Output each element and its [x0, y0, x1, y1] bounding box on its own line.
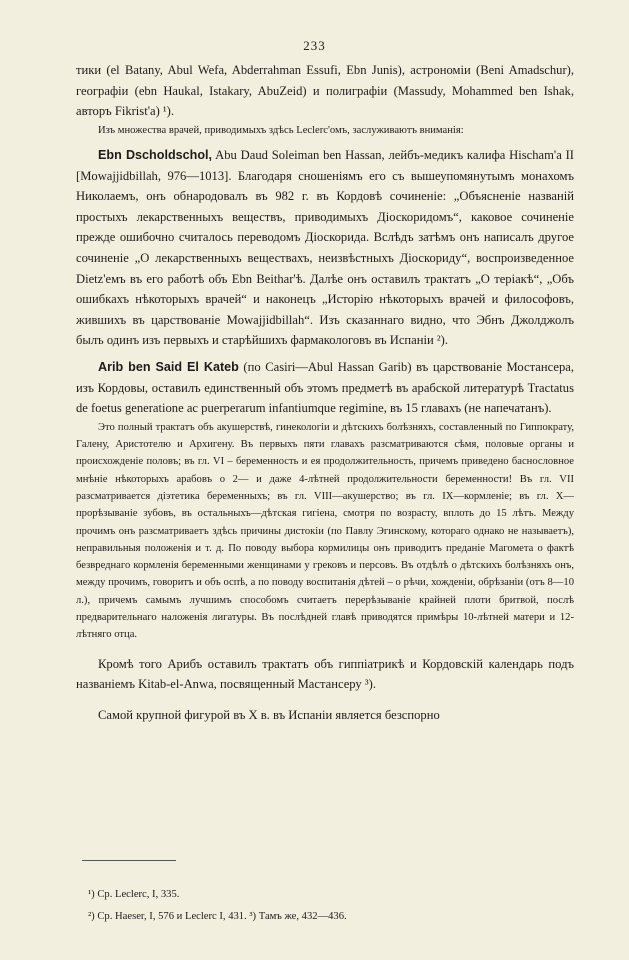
paragraph-ebn-dscholdschol	[76, 145, 574, 351]
person-name: Arib ben Said El Kateb	[98, 360, 239, 375]
paragraph-continuation: тики (el Batany, Abul Wefa, Abderrahman Essufi, Ebn Junis), астрономіи (Beni Amadschur), географіи (ebn Haukal, Istakary, AbuZeid) и полиграфіи (Massudy, Mohammed ben Ishak, авторъ Fikrist'а) ¹).	[76, 63, 574, 119]
page-body	[76, 60, 574, 725]
paragraph-treatise-summary: Это полный трактатъ объ акушерствѣ, гинекологіи и дѣтскихъ болѣзняхъ, составленный по Гиппократу, Галену, Аристотелю и Архигену. Въ первыхъ пяти главахъ разсматриваются сѣмя, половые органы и происхожденіе половъ; въ гл. VI – беременность и ея продолжительность, причемъ приведено баснословное мнѣніе нѣкоторыхъ арабовъ о 2— и даже 4-лѣтней продолжительности беременности! Въ гл. VII разсматривается діэтетика беременныхъ; въ гл. VIII—акушерство; въ гл. IX—кормленіе; въ гл. X—прорѣзываніе зубовъ, въ остальныхъ—дѣтская гигіена, смотря по возрасту, вплоть до 15 лѣтъ. Между прочимъ онъ разсматриваетъ здѣсь причины дистокіи (по Павлу Эгинскому, котораго однако не называетъ), неправильныя положенія и т. д. По поводу выбора кормилицы онъ приводитъ преданіе Магомета о фактѣ безвреднаго кормленія беременными женщинами у грековъ и персовъ. Въ отдѣлѣ о дѣтскихъ болѣзняхъ онъ, между прочимъ, говоритъ и объ оспѣ, а по поводу воспитанія дѣтей – о рѣчи, хожденіи, обрѣзаніи (отъ 8—10 л.), причемъ самымъ лучшимъ способомъ считаетъ перерѣзываніе крайней плоти бритвой, послѣ предварительнаго наложенія лигатуры. Въ послѣдней главѣ приводятся примѣры 10-лѣтней матери и 12-лѣтняго отца.	[76, 421, 574, 641]
footnote: ¹) Ср. Leclerc, I, 335.	[88, 889, 180, 900]
page-number: 233	[303, 38, 326, 53]
paragraph-text: (по Casiri—Abul Hassan Garib) въ царствованіе Мостансера, изъ Кордовы, оставилъ единственный объ этомъ предметѣ въ арабской литературѣ Tractatus de foetus generatione ac puerperarum infantiumque regimine, въ 15 главахъ (не напечатанъ).	[76, 360, 574, 416]
footnotes	[88, 884, 574, 928]
footnote-divider	[82, 860, 176, 861]
footnote: ²) Ср. Haeser, I, 576 и Leclerc I, 431. ³) Тамъ же, 432—436.	[88, 911, 347, 922]
paragraph-text: Abu Daud Soleiman ben Hassan, лейбъ-медикъ калифа Hischam'а II [Mowajjidbillah, 976—1013]. Благодаря сношеніямъ его съ вышеупомянутымъ монахомъ Николаемъ, онъ обнародовалъ въ 982 г. въ Кордовѣ сочиненіе: „Объясненіе названій простыхъ лекарственныхъ веществъ, приводимыхъ Діоскоридомъ“, каковое сочиненіе прежде ошибочно считалось переводомъ Діоскорида. Вслѣдъ затѣмъ онъ написалъ другое сочиненіе „О лекарственныхъ веществахъ, неизвѣстныхъ Діоскориду“, воспроизведенное Dietz'емъ въ его работѣ объ Ebn Beithar'ѣ. Далѣе онъ оставилъ трактатъ „О теріакѣ“, „Объ ошибкахъ нѣкоторыхъ врачей“ и наконецъ „Исторію нѣкоторыхъ врачей и философовъ, жившихъ въ царствованіе Mowajjidbillah“. Изъ сказаннаго видно, что Эбнъ Джолджолъ былъ одинъ изъ первыхъ и старѣйшихъ фармакологовъ въ Испаніи ²).	[76, 148, 574, 348]
paragraph-arib	[76, 357, 574, 419]
paragraph-closing: Самой крупной фигурой въ X в. въ Испаніи является безспорно	[98, 707, 440, 722]
paragraph-intro: Изъ множества врачей, приводимыхъ здѣсь Leclerc'омъ, заслуживаютъ вниманія:	[98, 124, 464, 136]
person-name: Ebn Dscholdschol,	[98, 148, 213, 163]
paragraph-arib-further: Кромѣ того Арибъ оставилъ трактатъ объ гиппіатрикѣ и Кордовскій календарь подъ названіемъ Kitab-el-Anwa, посвященный Мастансеру ³).	[76, 656, 574, 692]
